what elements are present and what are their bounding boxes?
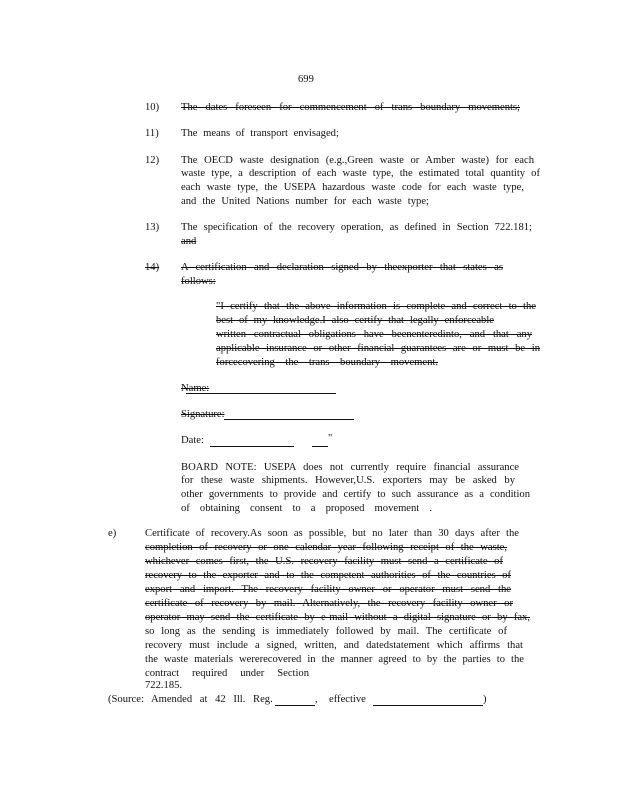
section-text-line: contract required under Section 722.185. (145, 668, 309, 691)
section-struck-line: export and import. The recovery facility owner or operator must send the (145, 584, 511, 595)
name-label: Name: (181, 383, 210, 394)
effective-blank-line (373, 695, 483, 706)
section-struck-line: recovery to the exporter and to the competent authorities of the countries of (145, 570, 511, 581)
date-blank-line-short (312, 436, 328, 447)
section-text-line: the waste materials wererecovered in the manner agreed to by the parties to the (145, 654, 524, 665)
signature-blank-line-struck (230, 413, 332, 420)
section-letter: e) (108, 528, 117, 539)
item-number: 13) (145, 222, 160, 233)
section-struck-line: completion of recovery or one calendar year following receipt of the waste, (145, 542, 507, 553)
item-text: The dates foreseen for commencement of trans boundary movements; (181, 102, 520, 113)
quote-line: "I certify that the above information is complete and correct to the (216, 301, 536, 312)
item-number: 14) (145, 262, 160, 273)
source-blank-line (275, 695, 315, 706)
item-text-line: A certification and declaration signed by theexporter that states as (181, 262, 503, 273)
signature-label: Signature: (181, 409, 225, 420)
item-text-line: waste type, a description of each waste type, the estimated total quantity of (181, 168, 540, 179)
item-number: 12) (145, 155, 160, 166)
quote-line: applicable insurance or other financial guarantees are or must be in (216, 343, 540, 354)
item-text-line: each waste type, the USEPA hazardous waste code for each waste type, (181, 182, 524, 193)
board-note-line: other governments to provide and certify to such assurance as a condition (181, 489, 530, 500)
source-effective: effective (329, 694, 366, 705)
section-struck-line: whichever comes first, the U.S. recovery facility must send a certificate of (145, 556, 503, 567)
name-blank-line-struck (186, 387, 314, 394)
section-text-line: Certificate of recovery.As soon as possible, but no later than 30 days after the (145, 528, 519, 539)
section-struck-line: certificate of recovery by mail. Alternatively, the recovery facility owner or (145, 598, 513, 609)
item-text-line: The OECD waste designation (e.g.,Green waste or Amber waste) for each (181, 155, 534, 166)
item-number: 10) (145, 102, 160, 113)
item-number: 11) (145, 128, 159, 139)
quote-line: written contractual obligations have beenenteredinto, and that any (216, 329, 532, 340)
date-label: Date: (181, 435, 204, 446)
source-note: (Source: Amended at 42 Ill. Reg. (108, 694, 273, 705)
section-struck-line: operator may send the certificate by e-mail without a digital signature or by fax, (145, 612, 530, 623)
item-text: The means of transport envisaged; (181, 128, 339, 139)
date-blank-line (210, 436, 294, 447)
item-text-line: The specification of the recovery operation, as defined in Section 722.181; (181, 222, 532, 233)
item-text-line: and the United Nations number for each waste type; (181, 196, 429, 207)
board-note-line: for these waste shipments. However,U.S. exporters may be asked by (181, 475, 515, 486)
page-number: 699 (298, 74, 314, 85)
item-text-line: follows: (181, 276, 216, 287)
section-text-line: so long as the sending is immediately followed by mail. The certificate of (145, 626, 507, 637)
item-text-line: and (181, 236, 197, 247)
closing-quote: " (328, 433, 333, 444)
section-text-line: recovery must include a signed, written, and datedstatement which affirms that (145, 640, 523, 651)
source-close-paren: ) (483, 694, 487, 705)
quote-line: best of my knowledge.I also certify that legally enforceable (216, 315, 494, 326)
board-note-line: BOARD NOTE: USEPA does not currently require financial assurance (181, 462, 519, 473)
source-comma: , (315, 694, 318, 705)
board-note-line: of obtaining consent to a proposed movement . (181, 503, 432, 514)
quote-line: forcecovering the trans boundary movement. (216, 357, 438, 368)
